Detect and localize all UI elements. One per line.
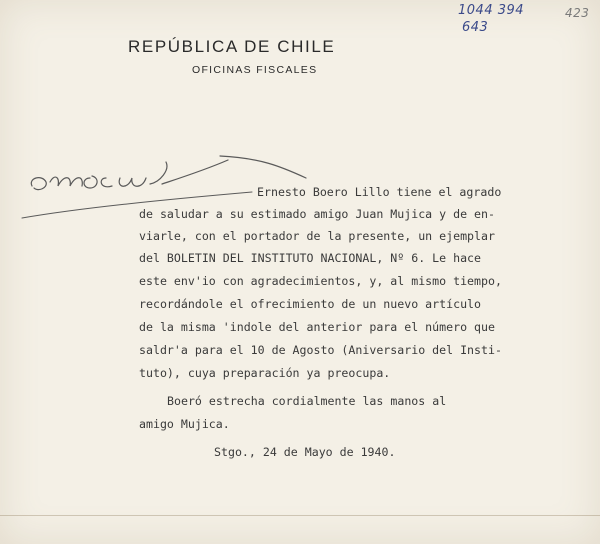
letterhead-subtitle: OFICINAS FISCALES [192, 64, 318, 76]
letter-line: recordándole el ofrecimiento de un nuevo artículo [139, 297, 482, 311]
letter-line: Boeró estrecha cordialmente las manos al [167, 394, 447, 408]
letter-date: Stgo., 24 de Mayo de 1940. [214, 445, 396, 459]
letter-line: tuto), cuya preparación ya preocupa. [139, 366, 391, 380]
letter-line: viarle, con el portador de la presente, un ejemplar [139, 229, 495, 243]
paper-fold [0, 515, 600, 516]
letter-line: del BOLETIN DEL INSTITUTO NACIONAL, Nº 6. Le hace [139, 251, 482, 265]
archive-number: 1044 394 [458, 3, 525, 18]
letterhead-title: REPÚBLICA DE CHILE [128, 37, 336, 56]
letter-line: amigo Mujica. [139, 417, 230, 431]
letter-line: saldr'a para el 10 de Agosto (Aniversario del Insti- [139, 343, 502, 357]
letter-line: este env'io con agradecimientos, y, al mismo tiempo, [139, 274, 502, 288]
letter-line: Ernesto Boero Lillo tiene el agrado [257, 185, 502, 199]
letter-line: de saludar a su estimado amigo Juan Mujica y de en- [139, 207, 495, 221]
archive-corner-number: 423 [565, 6, 590, 20]
letter-line: de la misma 'indole del anterior para el número que [139, 320, 495, 334]
archive-subnumber: 643 [462, 20, 489, 35]
